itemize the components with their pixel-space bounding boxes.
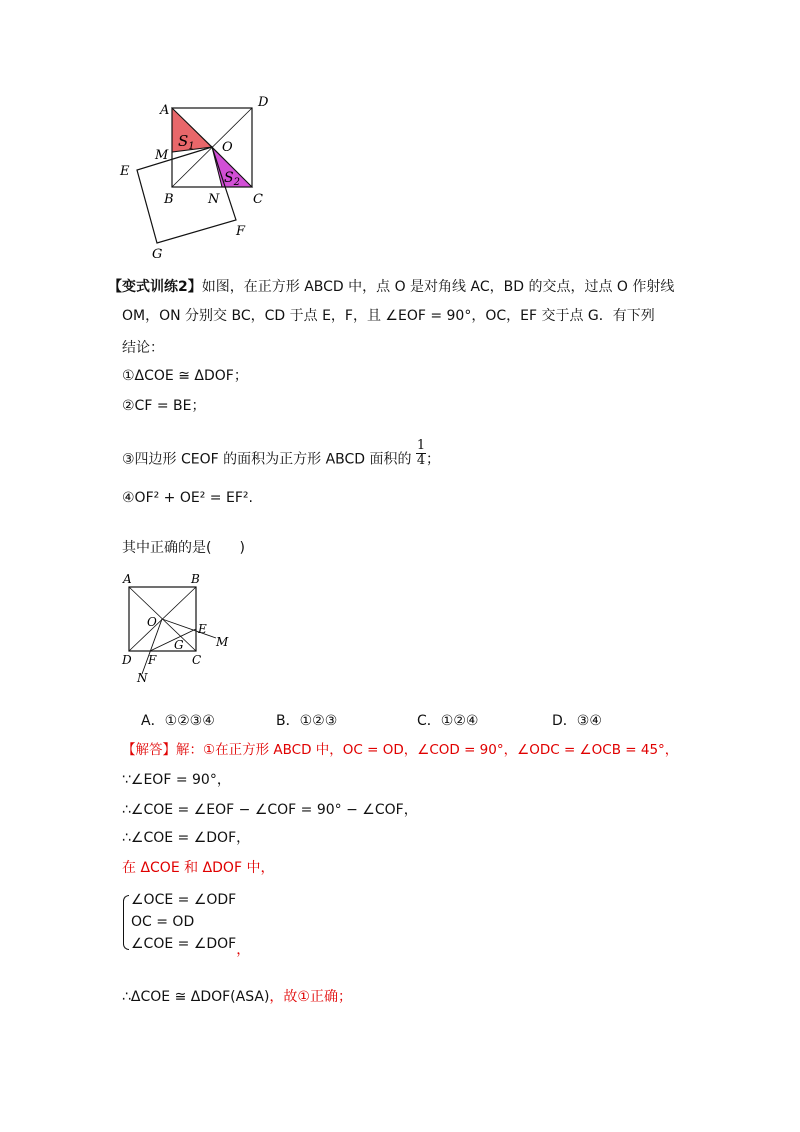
- conclusion-3: ③四边形 CEOF 的面积为正方形 ABCD 面积的 $\frac{1}{4}$ ；: [122, 438, 440, 468]
- label-g: G: [152, 247, 163, 260]
- solution-line-3: ∴∠COE = ∠EOF − ∠COF = 90° − ∠COF，: [122, 802, 418, 818]
- figure-2: [110, 570, 240, 685]
- label-o: O: [222, 140, 233, 155]
- label-b: B: [164, 192, 174, 207]
- solution-line-6: ∴ΔCOE ≅ ΔDOF(ASA)，故①正确；: [122, 989, 352, 1005]
- problem-line-1: 【变式训练2】如图，在正方形 ABCD 中，点 O 是对角线 AC，BD 的交点，过点 O 作射线: [108, 279, 675, 295]
- system-eq-1: ∠OCE = ∠ODF: [131, 892, 237, 908]
- problem-line-3: 结论：: [122, 340, 164, 356]
- label-d: D: [258, 95, 269, 110]
- option-b[interactable]: B．①②③: [276, 713, 338, 729]
- system-brace: [123, 895, 129, 950]
- fig2-label-e: E: [198, 622, 207, 636]
- label-m: M: [155, 148, 169, 163]
- fig2-label-n: N: [137, 671, 148, 685]
- solution-line-2: ∵∠EOF = 90°，: [122, 772, 231, 788]
- system-eq-2: OC = OD: [131, 914, 195, 930]
- label-n: N: [208, 192, 220, 207]
- fig2-label-b: B: [191, 572, 200, 586]
- solution-line-4: ∴∠COE = ∠DOF，: [122, 830, 251, 846]
- label-e: E: [120, 164, 130, 179]
- question-line: 其中正确的是( ): [122, 540, 245, 556]
- solution-line-5: 在 ΔCOE 和 ΔDOF 中，: [122, 860, 275, 876]
- fig2-label-g: G: [174, 638, 184, 652]
- system-eq-3: ∠COE = ∠DOF，: [131, 936, 251, 958]
- option-d[interactable]: D．③④: [552, 713, 602, 729]
- solution-head: 【解答】解：①在正方形 ABCD 中，OC = OD，∠COD = 90°，∠ODC = ∠OCB = 45°，: [122, 742, 679, 758]
- fig2-label-o: O: [147, 615, 157, 629]
- fig2-label-m: M: [216, 635, 229, 649]
- label-s2: $S_2$: [224, 170, 240, 188]
- option-c[interactable]: C．①②④: [417, 713, 479, 729]
- option-a[interactable]: A．①②③④: [141, 713, 215, 729]
- conclusion-4: ④OF² + OE² = EF².: [122, 490, 253, 506]
- fraction-one-quarter: $\frac{1}{4}$: [416, 438, 426, 468]
- conclusion-1: ①ΔCOE ≅ ΔDOF；: [122, 368, 248, 384]
- fig2-label-d: D: [122, 653, 132, 667]
- problem-line-2: OM，ON 分别交 BC，CD 于点 E，F，且 ∠EOF = 90°，OC，EF 交于点 G．有下列: [122, 308, 655, 324]
- label-a: A: [160, 103, 170, 118]
- label-c: C: [253, 192, 263, 207]
- fig2-label-a: A: [123, 572, 132, 586]
- label-s1: $S_1$: [178, 132, 195, 152]
- conclusion-2: ②CF = BE；: [122, 398, 206, 414]
- figure-1: [110, 90, 280, 260]
- label-f: F: [236, 224, 246, 239]
- fig2-label-c: C: [192, 653, 202, 667]
- fig2-label-f: F: [148, 653, 157, 667]
